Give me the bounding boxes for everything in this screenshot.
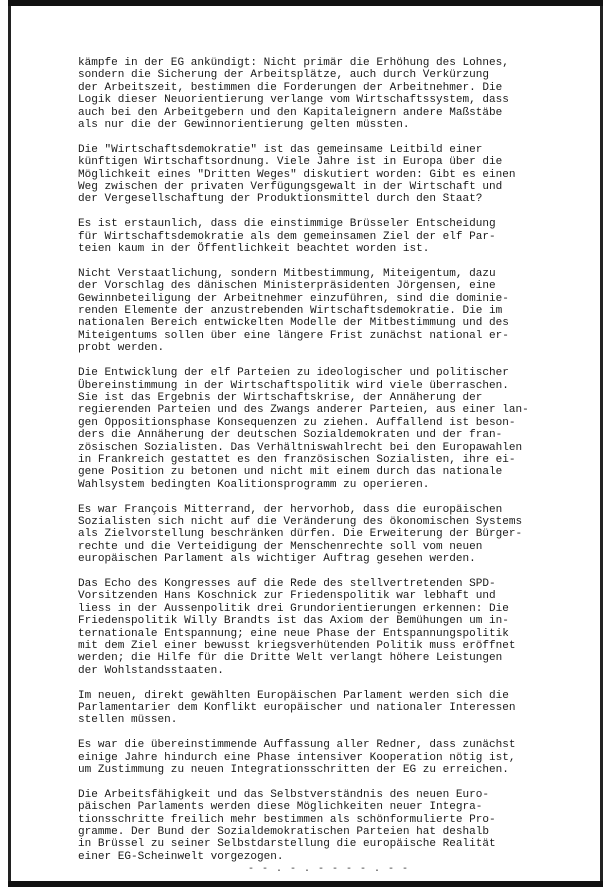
text-line: liess in der Aussenpolitik drei Grundorientierungen erkennen: Die [78, 602, 509, 615]
text-line: Weg zwischen der privaten Verfügungsgewalt in der Wirtschaft und [78, 181, 503, 194]
text-line: päischen Parlaments werden diese Möglichkeiten neuer Integra- [78, 801, 483, 814]
text-line: künftigen Wirtschaftsordnung. Viele Jahre ist in Europa über die [78, 156, 503, 169]
text-line: als Zielvorstellung beschränken dürfen. Die Erweiterung der Bürger- [78, 528, 523, 541]
text-line: in Brüssel zu seiner Selbstdarstellung die europäische Realität [78, 838, 496, 851]
paragraph [78, 57, 568, 131]
text-line: als nur die der Gewinnorientierung gelten müssten. [78, 119, 410, 132]
text-line: Das Echo des Kongresses auf die Rede des stellvertretenden SPD- [78, 577, 496, 590]
text-line: renden Elemente der anzustrebenden Wirtschaftsdemokratie. Die im [78, 305, 503, 318]
text-line: Logik dieser Neuorientierung verlange vom Wirtschaftssystem, dass [78, 94, 509, 107]
page-footer-marks: - - . - . - - - - . - - [248, 864, 410, 875]
text-line: Parlamentarier dem Konflikt europäischer und nationaler Interessen [78, 702, 516, 715]
text-line: nationalen Bereich entwickelten Modelle der Mitbestimmung und des [78, 317, 509, 330]
paragraph [78, 504, 568, 566]
text-line: Es war die übereinstimmende Auffassung aller Redner, dass zunächst [78, 739, 516, 752]
text-line: Sie ist das Ergebnis der Wirtschaftskrise, der Annäherung der [78, 391, 483, 404]
text-line: der Vergesellschaftung der Produktionsmittel durch den Staat? [78, 193, 483, 206]
text-line: teien kaum in der Öffentlichkeit beachtet worden ist. [78, 243, 430, 256]
text-line: auch bei den Arbeitgebern und den Kapitaleignern andere Maßstäbe [78, 106, 503, 119]
text-line: gramme. Der Bund der Sozialdemokratischen Parteien hat deshalb [78, 826, 490, 839]
paragraph [78, 578, 568, 677]
paragraph [78, 144, 568, 206]
paragraph [78, 268, 568, 355]
text-line: werden; die Hilfe für die Dritte Welt verlangt höhere Leistungen [78, 652, 503, 665]
paragraph [78, 739, 568, 776]
text-line: tionsschritte freilich mehr bestimmen als schönformulierte Pro- [78, 813, 496, 826]
text-line: Die "Wirtschaftsdemokratie" ist das gemeinsame Leitbild einer [78, 143, 483, 156]
text-line: einer EG-Scheinwelt vorgezogen. [78, 850, 284, 863]
text-line: einige Jahre hindurch eine Phase intensiver Kooperation nötig ist, [78, 751, 516, 764]
text-line: europäischen Parlament als wichtiger Auftrag gesehen werden. [78, 553, 476, 566]
paragraph [78, 218, 568, 255]
text-line: rechte und die Verteidigung der Menschenrechte soll vom neuen [78, 540, 483, 553]
text-line: Die Entwicklung der elf Parteien zu ideologischer und politischer [78, 367, 509, 380]
text-line: ternationale Entspannung; eine neue Phase der Entspannungspolitik [78, 627, 509, 640]
text-line: gen Oppositionsphase Konsequenzen zu ziehen. Auffallend ist beson- [78, 416, 516, 429]
text-line: Im neuen, direkt gewählten Europäischen Parlament werden sich die [78, 689, 509, 702]
text-line: der Vorschlag des dänischen Ministerpräsidenten Jörgensen, eine [78, 280, 496, 293]
text-line: sondern die Sicherung der Arbeitsplätze, auch durch Verkürzung [78, 69, 490, 82]
document-body [78, 57, 568, 876]
text-line: stellen müssen. [78, 714, 178, 727]
text-line: um Zustimmung zu neuen Integrationsschritten der EG zu erreichen. [78, 764, 509, 777]
text-line: regierenden Parteien und des Zwangs anderer Parteien, aus einer lan- [78, 404, 529, 417]
text-line: Es ist erstaunlich, dass die einstimmige Brüsseler Entscheidung [78, 218, 496, 231]
text-line: Miteigentums sollen über eine längere Frist zunächst national er- [78, 329, 509, 342]
text-line: Möglichkeit eines "Dritten Weges" diskutiert worden: Gibt es einen [78, 168, 516, 181]
text-line: Wahlsystem bedingten Koalitionsprogramm zu operieren. [78, 478, 430, 491]
text-line: mit dem Ziel einer bewusst kriegsverhütenden Politik muss eröffnet [78, 640, 516, 652]
text-line: Sozialisten sich nicht auf die Veränderung des ökonomischen Systems [78, 515, 523, 528]
paragraph [78, 789, 568, 863]
text-line: in Frankreich gestattet es den französischen Sozialisten, ihre ei- [78, 453, 516, 466]
text-line: Nicht Verstaatlichung, sondern Mitbestimmung, Miteigentum, dazu [78, 267, 496, 280]
text-line: gene Position zu betonen und nicht mit einem durch das nationale [78, 466, 503, 479]
paragraph [78, 690, 568, 727]
text-line: für Wirtschaftsdemokratie als dem gemeinsamen Ziel der elf Par- [78, 230, 496, 243]
text-line: Übereinstimmung in der Wirtschaftspolitik wird viele überraschen. [78, 379, 509, 392]
text-line: Es war François Mitterrand, der hervorhob, dass die europäischen [78, 503, 503, 516]
text-line: Die Arbeitsfähigkeit und das Selbstverständnis des neuen Euro- [78, 788, 490, 801]
text-line: Gewinnbeteiligung der Arbeitnehmer einzuführen, sind die dominie- [78, 292, 509, 305]
text-line: ders die Annäherung der deutschen Sozialdemokraten und der fran- [78, 429, 503, 442]
text-line: der Wohlstandsstaaten. [78, 664, 224, 677]
text-line: zösischen Sozialisten. Das Verhältniswahlrecht bei den Europawahlen [78, 441, 523, 454]
text-line: kämpfe in der EG ankündigt: Nicht primär die Erhöhung des Lohnes, [78, 57, 509, 69]
text-line: der Arbeitszeit, bestimmen die Forderungen der Arbeitnehmer. Die [78, 81, 503, 94]
text-line: probt werden. [78, 342, 165, 355]
text-line: Vorsitzenden Hans Koschnick zur Friedenspolitik war lebhaft und [78, 590, 496, 603]
paragraph [78, 367, 568, 491]
text-line: Friedenspolitik Willy Brandts ist das Axiom der Bemühungen um in- [78, 615, 509, 628]
